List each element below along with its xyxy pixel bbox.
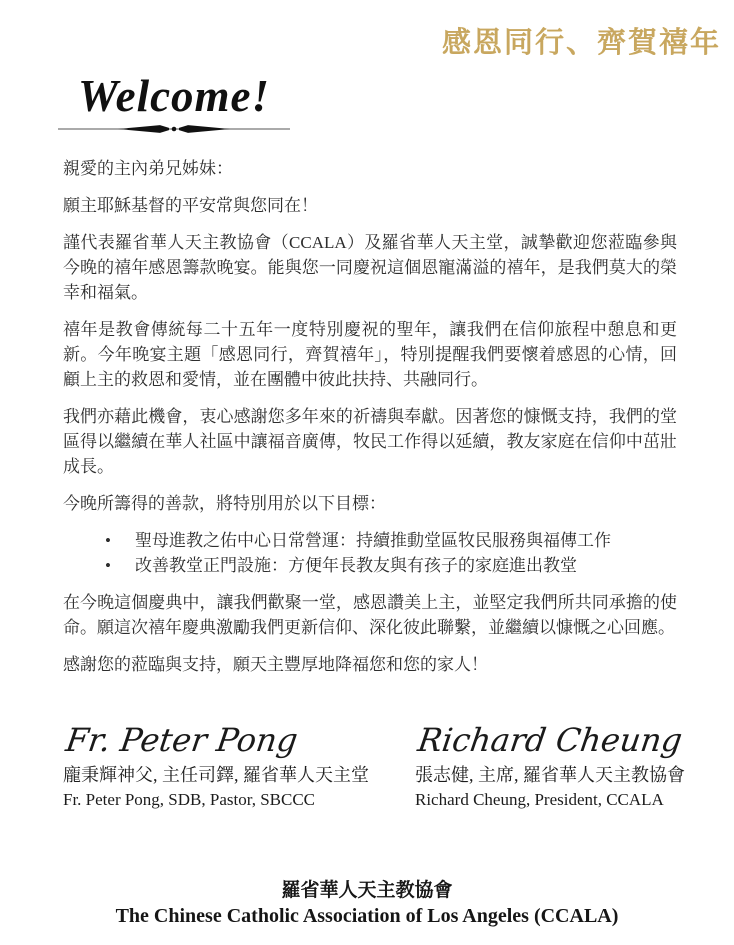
signature-section xyxy=(63,717,734,811)
paragraph-farewell-blessing: 感謝您的蒞臨與支持，願天主豐厚地降福您和您的家人！ xyxy=(63,655,488,674)
paragraph-jubilee: 禧年是教會傳統每二十五年一度特別慶祝的聖年，讓我們在信仰旅程中憩息和更新。今年晚宴主題「感恩同行，齊賀禧年」，特別提醒我們要懷着感恩的心情，回顧上主的救恩和愛情，並在團體中彼此扶持、共融同行。 xyxy=(63,320,677,389)
president-title-zh: 張志健, 主席, 羅省華人天主教協會 xyxy=(415,765,685,785)
pastor-signature-handwriting: Fr. Peter Pong xyxy=(63,721,301,759)
goals-list xyxy=(105,528,677,578)
goal-item xyxy=(105,553,677,578)
welcome-title: Welcome! xyxy=(77,71,271,121)
pastor-title-zh: 龐秉輝神父, 主任司鐸, 羅省華人天主堂 xyxy=(63,765,369,785)
divider-center-dot xyxy=(172,127,177,132)
bullet-icon: • xyxy=(105,556,111,575)
paragraph-celebration: 在今晚這個慶典中，讓我們歡聚一堂，感恩讚美上主，並堅定我們所共同承擔的使命。願這次禧年慶典激勵我們更新信仰、深化彼此聯繫，並繼續以慷慨之心回應。 xyxy=(63,593,677,637)
organization-name-en: The Chinese Catholic Association of Los Angeles (CCALA) xyxy=(115,905,619,927)
salutation: 親愛的主內弟兄姊妹： xyxy=(63,159,233,178)
president-title-en: Richard Cheung, President, CCALA xyxy=(415,790,664,809)
bullet-icon: • xyxy=(105,531,111,550)
signature-block-president xyxy=(415,717,734,811)
masthead xyxy=(58,73,290,136)
pastor-title-en: Fr. Peter Pong, SDB, Pastor, SBCCC xyxy=(63,790,316,809)
divider-right-leaf xyxy=(179,125,230,133)
ornamental-divider xyxy=(58,122,290,136)
signature-block-pastor xyxy=(63,717,415,811)
organization-footer xyxy=(0,879,734,929)
goal-text: 聖母進教之佑中心日常營運：持續推動堂區牧民服務與福傳工作 xyxy=(135,531,611,550)
organization-name-zh: 羅省華人天主教協會 xyxy=(281,880,453,901)
goal-text: 改善教堂正門設施：方便年長教友與有孩子的家庭進出教堂 xyxy=(135,556,577,575)
event-theme-banner: 感恩同行、齊賀禧年 xyxy=(441,27,721,59)
goal-item xyxy=(105,528,677,553)
divider-left-leaf xyxy=(118,125,169,133)
paragraph-thanks: 我們亦藉此機會，衷心感謝您多年來的祈禱與奉獻。因著您的慷慨支持，我們的堂區得以繼續在華人社區中讓福音廣傳，牧民工作得以延續，教友家庭在信仰中茁壯成長。 xyxy=(63,407,677,476)
president-signature-handwriting: Richard Cheung xyxy=(415,721,685,759)
letter-body xyxy=(63,156,677,677)
opening-blessing: 願主耶穌基督的平安常與您同在！ xyxy=(63,196,318,215)
goals-intro: 今晚所籌得的善款，將特別用於以下目標： xyxy=(63,494,386,513)
paragraph-welcome: 謹代表羅省華人天主教協會（CCALA）及羅省華人天主堂，誠摯歡迎您蒞臨參與今晚的禧年感恩籌款晚宴。能與您一同慶祝這個恩寵滿溢的禧年，是我們莫大的榮幸和福氣。 xyxy=(63,233,677,302)
